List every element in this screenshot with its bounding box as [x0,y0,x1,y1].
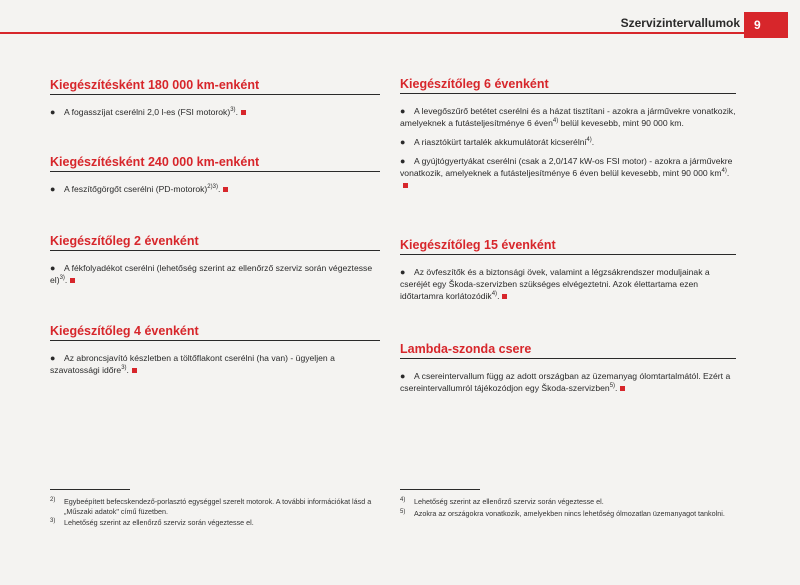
section-title: Kiegészítésként 240 000 km-enként [50,155,380,172]
bullet-icon: ● [50,353,56,363]
bullet-icon: ● [400,267,406,277]
section-6-years [400,77,736,198]
list-item: ● A gyújtógyertyákat cserélni (csak a 2,0/147 kW-os FSI motor) - azokra a járművekre vonatkozik, amelyeknek a futásteljesítménye 6 éven belül kevesebb, mint 90 000 $km^{4)}$. [400,155,736,191]
section-lambda-sensor [400,342,736,401]
footnote: 4) Lehetőség szerint az ellenőrző szerviz során végeztesse el. [400,497,604,506]
section-15-years [400,238,736,309]
list-item: ● A fogasszíjat cserélni 2,0 l-es (FSI motorok)$^{3)}$. [50,106,380,118]
footnotes-right [400,497,736,520]
footnote: 2) Egybeépített befecskendező-porlasztó egységgel szerelt motorok. A további információkat lásd a „Műszaki adatok" című füzetben. [50,497,372,516]
end-mark-icon [70,278,75,283]
header-rule [0,32,762,34]
footnote: 5) Azokra az országokra vonatkozik, amelyekben nincs lehetőség ólmozatlan üzemanyagot tankolni. [400,508,725,518]
page-number: 9 [744,12,788,38]
section-title: Kiegészítőleg 15 évenként [400,238,736,255]
bullet-icon: ● [400,156,406,166]
footnote-rule [400,489,480,490]
footnote-rule [50,489,130,490]
end-mark-icon [620,386,625,391]
list-item: ● Az abroncsjavító készletben a töltőflakont cserélni (ha van) - ügyeljen a szavatossági időre$^{3)}$. [50,353,335,375]
bullet-icon: ● [400,106,406,116]
end-mark-icon [502,294,507,299]
list-item: ● Az övfeszítők és a biztonsági övek, valamint a légzsákrendszer moduljainak a cseréjét egy Škoda-szervizben szükséges elvégeztetni. Azok élettartama ezen időtartamra korlátozódik$^{4)}$. [400,267,710,301]
section-180000km [50,78,380,125]
bullet-icon: ● [400,371,406,381]
end-mark-icon [223,187,228,192]
bullet-icon: ● [50,107,56,117]
footnotes-left [50,497,380,530]
section-240000km [50,155,380,202]
end-mark-icon [241,110,246,115]
bullet-icon: ● [50,263,56,273]
section-title: Kiegészítőleg 2 évenként [50,234,380,251]
list-item: ● A csereintervallum függ az adott országban az üzemanyag ólomtartalmától. Ezért a csereintervallumról tájékozódjon egy Škoda-szervizben$^{5)}$. [400,371,731,393]
list-item: ● A fékfolyadékot cserélni (lehetőség szerint az ellenőrző szerviz során végeztesse el)$^{3)}$. [50,263,373,285]
footnote: 3) Lehetőség szerint az ellenőrző szerviz során végeztesse el. [50,518,254,527]
section-title: Kiegészítésként 180 000 km-enként [50,78,380,95]
end-mark-icon [403,183,408,188]
end-mark-icon [132,368,137,373]
section-4-years [50,324,380,383]
list-item: ● A riasztókürt tartalék akkumulátorát kicserélni$^{4)}$. [400,137,595,147]
list-item: ● A feszítőgörgőt cserélni (PD-motorok)$^{2)3)}$. [50,183,380,195]
section-2-years [50,234,380,293]
bullet-icon: ● [50,184,56,194]
chapter-title: Szervizintervallumok [620,16,740,30]
section-title: Lambda-szonda csere [400,342,736,359]
section-title: Kiegészítőleg 4 évenként [50,324,380,341]
bullet-icon: ● [400,137,406,147]
section-title: Kiegészítőleg 6 évenként [400,77,736,94]
list-item: ● A levegőszűrő betétet cserélni és a házat tisztítani - azokra a járművekre vonatkozik, amelyeknek a futásteljesítménye 6 éven$^{4)}$ belül kevesebb, mint 90 000 km. [400,106,736,128]
